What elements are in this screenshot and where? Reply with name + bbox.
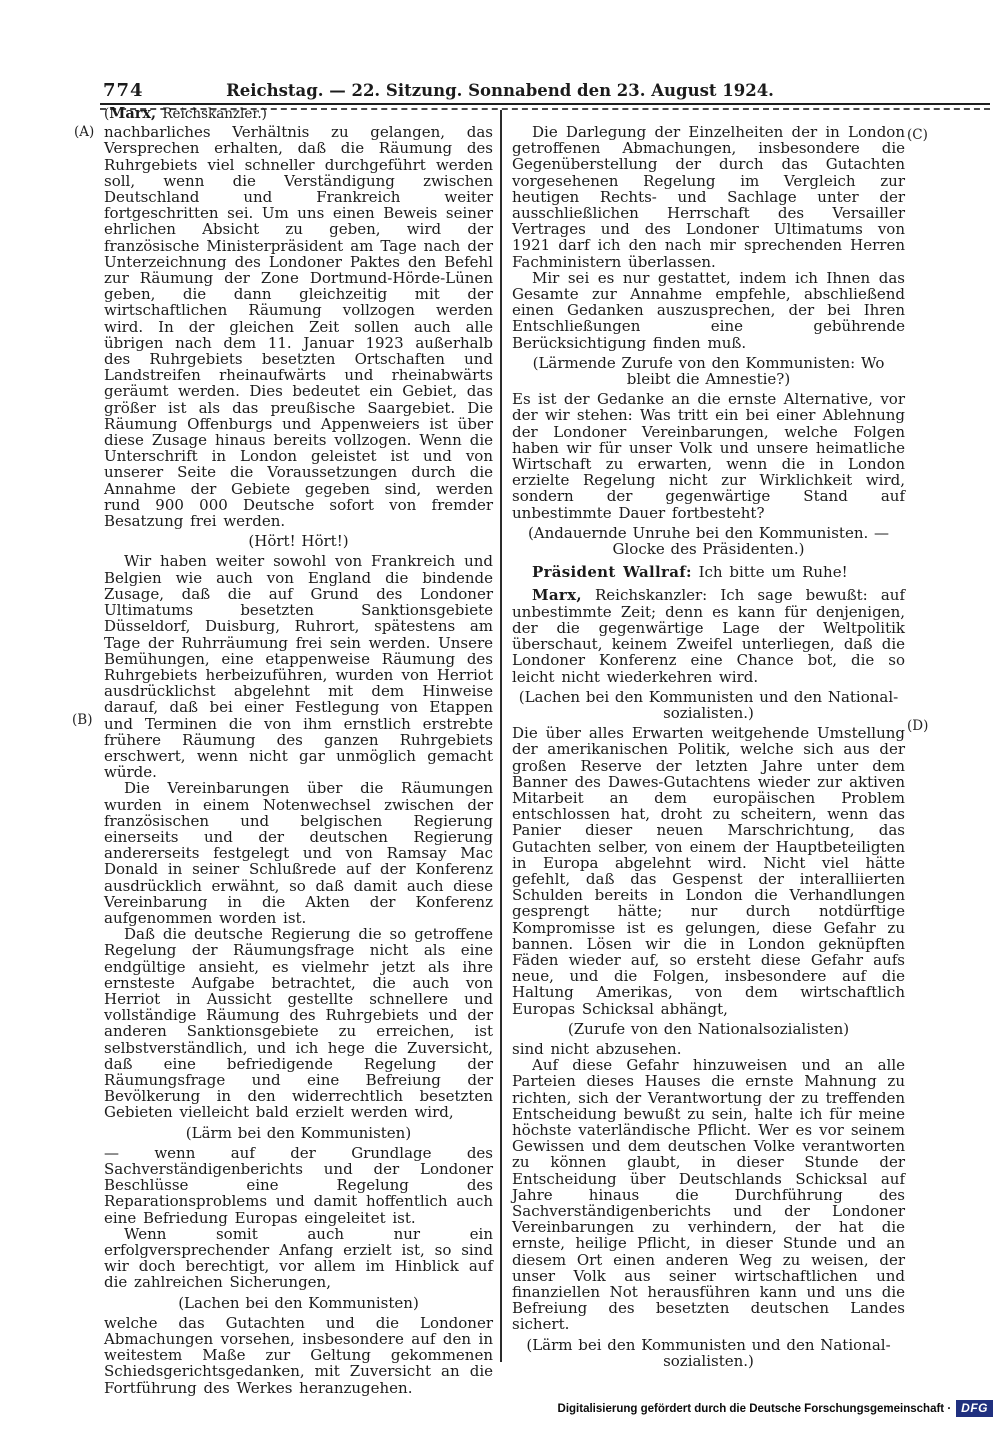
page-number: 774	[103, 80, 144, 101]
paragraph: Es ist der Gedanke an die ernste Alternative, vor der wir stehen: Was tritt ein bei einer Ablehnung der Londoner Vereinbarungen, welche Folgen haben wir für unser Volk und unsere heimatliche Wirtschaft zu erwarten, wenn die in London erzielte Regelung nicht zur Wirklichkeit wird, sondern der gegenwärtige Stand auf unbestimmte Dauer fortbesteht?	[512, 390, 905, 522]
left-column	[104, 106, 493, 1396]
speaker-note-paren: (	[104, 106, 110, 122]
paragraph: Die Vereinbarungen über die Räumungen wurden in einem Notenwechsel zwischen der französischen und belgischen Regierung einerseits und der deutschen Regierung andererseits festgelegt und von Ramsay Mac Donald in seiner Schlußrede auf der Konferenz ausdrücklich erwähnt, so daß damit auch diese Vereinbarung in die Akten der Konferenz aufgenommen worden ist.	[104, 779, 493, 927]
paragraph: welche das Gutachten und die Londoner Abmachungen vorsehen, insbesondere auf den in weitestem Maße zur Geltung gekommenen Schiedsgerichtsgedanken, mit Zuversicht an die Fortführung des Werkes heranzugehen.	[104, 1313, 493, 1397]
paragraph: Die über alles Erwarten weitgehende Umstellung der amerikanischen Politik, welche sich aus der großen Reserve der letzten Jahre unter dem Banner des Dawes-Gutachtens wieder zur aktiven Mitarbeit an dem europäischen Problem entschlossen hat, droht zu scheitern, wenn das Panier dieser neuen Marschrichtung, das Gutachten selber, von einem der Hauptbeteiligten in Europa abgelehnt wird. Nicht viel hätte gefehlt, daß das Gespenst der interalliierten Schulden bereits in London die Verhandlungen gesprengt hätte; nur durch notdürftige Kompromisse ist es gelungen, diese Gefahr zu bannen. Lösen wir die in London geknüpften Fäden wieder auf, so ersteht diese Gefahr aufs neue, und die Folgen, insbesondere auf die Haltung Amerikas, von dem wirtschaftlich Europas Schicksal abhängt,	[512, 724, 905, 1018]
stage-direction: (Lärmende Zurufe von den Kommunisten: Wo bleibt die Amnestie?)	[532, 353, 885, 389]
paragraph: sind nicht abzusehen.	[512, 1039, 682, 1058]
margin-marker-a: (A)	[74, 124, 95, 140]
speaker-name: Präsident Wallraf:	[532, 563, 692, 582]
header-rule-solid	[100, 103, 990, 105]
speaker-continuation-note	[104, 106, 493, 122]
speaker-paragraph	[512, 587, 905, 684]
column-divider	[500, 110, 502, 1362]
right-column	[512, 124, 905, 1373]
digitization-footer	[558, 1400, 993, 1417]
speaker-note-name: Marx,	[109, 105, 157, 122]
paragraph: Wir haben weiter sowohl von Frankreich und Belgien wie auch von England die bindende Zusage, daß die auf Grund des Londoner Ultimatums besetzten Sanktionsgebiete Düsseldorf, Duisburg, Ruhrort, spätestens am Tage der Ruhrräumung frei sein werden. Unsere Bemühungen, eine etappenweise Räumung des Ruhrgebiets herbeizuführen, wurden von Herriot ausdrücklichst abgelehnt mit dem Hinweise darauf, daß bei einer Festlegung von Etappen und Terminen die von ihm ernstlich erstrebte frühere Räumung des ganzen Ruhrgebiets erschwert, wenn nicht gar unmöglich gemacht würde.	[104, 552, 493, 782]
stage-direction: (Hört! Hört!)	[248, 532, 349, 551]
speaker-name: Marx,	[532, 586, 582, 605]
speaker-text: Ich bitte um Ruhe!	[691, 563, 848, 582]
stage-direction: (Lärm bei den Kommunisten)	[185, 1123, 412, 1142]
speaker-paragraph	[512, 564, 905, 580]
stage-direction: (Lärm bei den Kommunisten und den Nationalsozialisten.)	[526, 1335, 891, 1370]
stage-direction: (Andauernde Unruhe bei den Kommunisten. — Glocke des Präsidenten.)	[527, 523, 890, 559]
paragraph: — wenn auf der Grundlage des Sachverständigenberichts und der Londoner Beschlüsse eine Regelung des Reparationsproblems und damit hoffentlich auch eine Befriedung Europas eingeleitet ist.	[104, 1143, 493, 1227]
page-title: Reichstag. — 22. Sitzung. Sonnabend den 23. August 1924.	[226, 81, 774, 100]
speaker-text: Reichskanzler: Ich sage bewußt: auf unbestimmte Zeit; denn es kann für denjenigen, der die gegenwärtige Lage der Weltpolitik überschaut, keinem Zweifel unterliegen, daß die Londoner Konferenz eine Chance bot, die so leicht nicht wiederkehren wird.	[512, 586, 905, 686]
paragraph: Mir sei es nur gestattet, indem ich Ihnen das Gesamte zur Annahme empfehle, abschließend einen Gedanken auszusprechen, der bei Ihren Entschließungen eine gebührende Berücksichtigung finden muß.	[512, 268, 905, 352]
margin-marker-d: (D)	[907, 718, 929, 734]
margin-marker-c: (C)	[907, 127, 928, 143]
stage-direction: (Lachen bei den Kommunisten)	[178, 1293, 419, 1312]
paragraph: nachbarliches Verhältnis zu gelangen, das Versprechen erhalten, daß die Räumung des Ruhrgebiets viel schneller durchgeführt werden soll, wenn die Verständigung zwischen Deutschland und Frankreich weiter fortgeschritten sei. Um uns einen Beweis seiner ehrlichen Absicht zu geben, wird der französische Ministerpräsident am Tage nach der Unterzeichnung des Londoner Paktes den Befehl zur Räumung der Zone Dortmund-Hörde-Lünen geben, die dann gleichzeitig mit der wirtschaftlichen Räumung vollzogen werden wird. In der gleichen Zeit sollen auch alle übrigen nach dem 11. Januar 1923 außerhalb des Ruhrgebiets besetzten Ortschaften und Landstreifen rheinaufwärts und rheinabwärts geräumt werden. Dies bedeutet ein Gebiet, das größer ist als das preußische Saargebiet. Die Räumung Offenburgs und Appenweiers ist über diese Zusage hinaus bereits vollzogen. Wenn die Unterschrift in London geleistet ist und von unserer Seite die Voraussetzungen durch die Annahme der Gebiete gegeben sind, werden rund 900 000 Deutsche sofort von fremder Besatzung frei werden.	[104, 123, 493, 531]
stage-direction: (Lachen bei den Kommunisten und den Nationalsozialisten.)	[518, 687, 899, 722]
margin-marker-b: (B)	[72, 712, 93, 728]
paragraph: Die Darlegung der Einzelheiten der in London getroffenen Abmachungen, insbesondere die Gegenüberstellung der durch das Gutachten vorgesehenen Regelung im Vergleich zur heutigen Rechts- und Sachlage unter der ausschließlichen Herrschaft des Versailler Vertrages und des Londoner Ultimatums von 1921 darf ich den nach mir sprechenden Herren Fachministern überlassen.	[512, 123, 905, 271]
paragraph: Auf diese Gefahr hinzuweisen und an alle Parteien dieses Hauses die ernste Mahnung zu richten, sich der Verantwortung der zu treffenden Entscheidung bewußt zu sein, halte ich für meine höchste vaterländische Pflicht. Wer es vor seinem Gewissen und dem deutschen Volke verantworten zu können glaubt, in dieser Stunde der Entscheidung über Deutschlands Schicksal auf Jahre hinaus die Durchführung des Sachverständigenberichts und der Londoner Vereinbarungen zu verhindern, der hat die ernste, heilige Pflicht, in dieser Stunde und an diesem Ort einen anderen Weg zu weisen, der unser Volk aus seiner wirtschaftlichen und finanziellen Not herausführen kann und uns die Befreiung des besetzten deutschen Landes sichert.	[512, 1056, 905, 1334]
paragraph: Daß die deutsche Regierung die so getroffene Regelung der Räumungsfrage nicht als eine endgültige ansieht, es vielmehr jetzt als ihre ernsteste Aufgabe betrachtet, die auch von Herriot in Aussicht gestellte schnellere und vollständige Räumung des Ruhrgebiets und der anderen Sanktionsgebiete zu erreichen, ist selbstverständlich, und ich hege die Zuversicht, daß eine befriedigende Regelung der Räumungsfrage und eine Befreiung der Bevölkerung in den widerrechtlich besetzten Gebieten vielleicht bald erzielt werden wird,	[104, 925, 493, 1122]
stage-direction: (Zurufe von den Nationalsozialisten)	[567, 1019, 850, 1038]
paragraph: Wenn somit auch nur ein erfolgversprechender Anfang erzielt ist, so sind wir doch berechtigt, vor allem im Hinblick auf die zahlreichen Sicherungen,	[104, 1224, 493, 1292]
speaker-note-role: Reichskanzler.)	[156, 106, 267, 122]
footer-text: Digitalisierung gefördert durch die Deutsche Forschungsgemeinschaft ·	[557, 1402, 952, 1415]
dfg-logo: DFG	[956, 1400, 993, 1417]
